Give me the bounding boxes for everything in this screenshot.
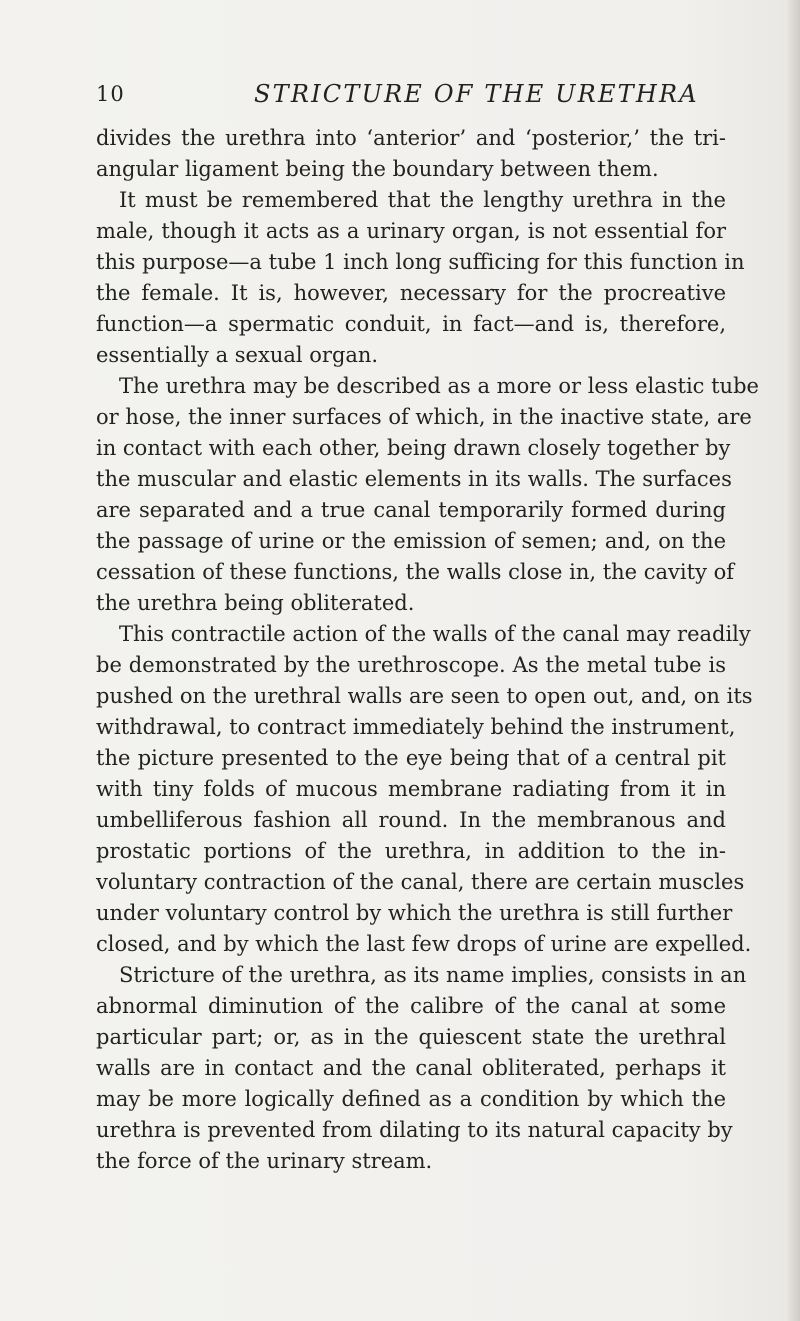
text-line: be demonstrated by the urethroscope. As the metal tube is	[96, 653, 726, 677]
text-line: urethra is prevented from dilating to its natural capacity by	[96, 1118, 733, 1142]
text-line: withdrawal, to contract immediately behind the instrument,	[96, 715, 736, 739]
text-line: abnormal diminution of the calibre of the canal at some	[96, 994, 726, 1018]
text-line: Stricture of the urethra, as its name implies, consists in an	[119, 963, 747, 987]
text-line: particular part; or, as in the quiescent state the urethral	[96, 1025, 726, 1049]
text-line: walls are in contact and the canal obliterated, perhaps it	[96, 1056, 726, 1080]
running-title: STRICTURE OF THE URETHRA	[254, 80, 699, 108]
text-line: cessation of these functions, the walls close in, the cavity of	[96, 560, 735, 584]
text-line: under voluntary control by which the urethra is still further	[96, 901, 733, 925]
text-line: the female. It is, however, necessary for the procreative	[96, 281, 726, 305]
text-line: with tiny folds of mucous membrane radiating from it in	[96, 777, 726, 801]
text-line: essentially a sexual organ.	[96, 343, 379, 367]
text-line: the muscular and elastic elements in its walls. The surfaces	[96, 467, 732, 491]
text-line: the urethra being obliterated.	[96, 591, 415, 615]
text-line: male, though it acts as a urinary organ, is not essential for	[96, 219, 726, 243]
text-line: The urethra may be described as a more or less elastic tube	[119, 374, 759, 398]
text-line: may be more logically defined as a condition by which the	[96, 1087, 726, 1111]
text-line: divides the urethra into ‘anterior’ and ‘posterior,’ the tri-	[96, 126, 726, 150]
text-line: pushed on the urethral walls are seen to open out, and, on its	[96, 684, 753, 708]
text-line: angular ligament being the boundary between them.	[96, 157, 659, 181]
text-line: in contact with each other, being drawn closely together by	[96, 436, 731, 460]
text-line: the passage of urine or the emission of semen; and, on the	[96, 529, 726, 553]
page-edge-shadow	[786, 0, 800, 1321]
text-line: It must be remembered that the lengthy urethra in the	[119, 188, 726, 212]
body-text	[96, 123, 759, 1177]
text-line: voluntary contraction of the canal, there are certain muscles	[96, 870, 745, 894]
page-number: 10	[96, 82, 125, 106]
text-line: are separated and a true canal temporarily formed during	[96, 498, 726, 522]
text-line: closed, and by which the last few drops of urine are expelled.	[96, 932, 752, 956]
text-line: the picture presented to the eye being that of a central pit	[96, 746, 726, 770]
text-line: or hose, the inner surfaces of which, in the inactive state, are	[96, 405, 752, 429]
text-line: umbelliferous fashion all round. In the membranous and	[96, 808, 726, 832]
text-line: prostatic portions of the urethra, in addition to the in-	[96, 839, 726, 863]
text-line: this purpose—a tube 1 inch long sufficing for this function in	[96, 250, 745, 274]
page-header	[96, 78, 726, 112]
text-line: the force of the urinary stream.	[96, 1149, 433, 1173]
text-line: This contractile action of the walls of the canal may readily	[119, 622, 751, 646]
text-line: function—a spermatic conduit, in fact—and is, therefore,	[96, 312, 726, 336]
